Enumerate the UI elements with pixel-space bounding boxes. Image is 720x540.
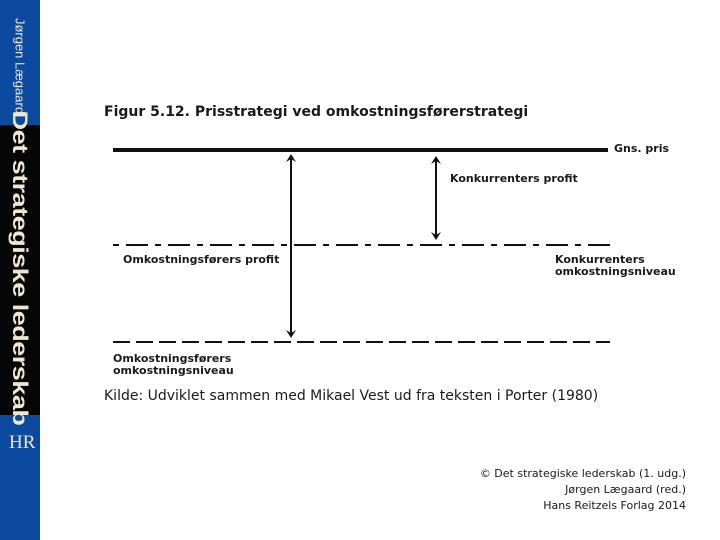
label-line: omkostningsniveau	[113, 364, 234, 377]
book-title: Det strategiske lederskab	[8, 110, 33, 426]
figure-title: Figur 5.12. Prisstrategi ved omkostningsførerstrategi	[104, 104, 529, 120]
label-line: Konkurrenters	[555, 253, 645, 266]
publisher-line: Hans Reitzels Forlag 2014	[543, 499, 686, 512]
competitor-profit-label: Konkurrenters profit	[450, 172, 578, 185]
competitor-cost-label	[555, 254, 676, 278]
figure-source: Kilde: Udviklet sammen med Mikael Vest ud fra teksten i Porter (1980)	[104, 388, 599, 404]
label-line: omkostningsniveau	[555, 265, 676, 278]
label-line: Omkostningsførers	[113, 352, 232, 365]
copyright-notice	[480, 466, 686, 514]
author-name: Jørgen Lægaard	[12, 17, 28, 115]
editor-line: Jørgen Lægaard (red.)	[565, 483, 686, 496]
publisher-logo: HR	[9, 432, 36, 453]
leader-cost-label	[113, 353, 234, 377]
avg-price-label: Gns. pris	[614, 142, 670, 155]
copyright-line: © Det strategiske lederskab (1. udg.)	[479, 467, 686, 480]
cost-leader-profit-label: Omkostningsførers profit	[123, 253, 280, 266]
